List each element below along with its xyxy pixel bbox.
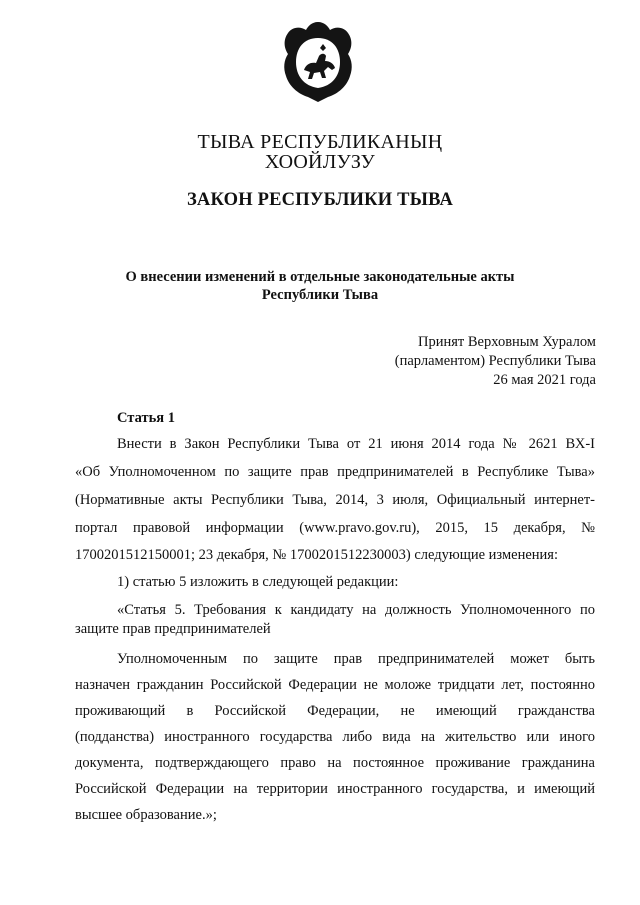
law-title: ЗАКОН РЕСПУБЛИКИ ТЫВА	[186, 190, 454, 210]
body-line: «Статья 5. Требования к кандидату на должность Уполномоченного по	[117, 602, 595, 618]
adoption-line-2: (парламентом) Республики Тыва	[394, 353, 596, 369]
body-line: (Нормативные акты Республики Тыва, 2014, 3 июля, Официальный интернет-	[75, 492, 595, 508]
body-line: назначен гражданин Российской Федерации не моложе тридцати лет, постоянно	[75, 677, 595, 693]
body-line: защите прав предпринимателей	[75, 621, 271, 637]
body-line: Уполномоченным по защите прав предпринимателей может быть	[117, 651, 595, 667]
body-line: высшее образование.»;	[75, 807, 217, 823]
body-line: проживающий в Российской Федерации, не имеющий гражданства	[75, 703, 595, 719]
body-line: 1) статью 5 изложить в следующей редакции:	[117, 574, 399, 590]
article-heading: Статья 1	[117, 410, 175, 426]
law-subject-line-1: О внесении изменений в отдельные законодательные акты	[125, 269, 515, 285]
parliament-name-line-1: ТЫВА РЕСПУБЛИКАНЫҢ	[197, 131, 443, 153]
body-line: «Об Уполномоченном по защите прав предпринимателей в Республике Тыва»	[75, 464, 595, 480]
parliament-name-line-2: ХООЙЛУЗУ	[264, 151, 376, 173]
body-line: документа, подтверждающего право на постоянное проживание гражданина	[75, 755, 595, 771]
body-line: портал правовой информации (www.pravo.gov.ru), 2015, 15 декабря, №	[75, 520, 595, 536]
adoption-line-1: Принят Верховным Хуралом	[418, 334, 596, 350]
body-line: 1700201512150001; 23 декабря, № 1700201512230003) следующие изменения:	[75, 547, 558, 563]
body-line: Российской Федерации на территории иностранного государства, и имеющий	[75, 781, 595, 797]
law-subject-line-2: Республики Тыва	[261, 287, 379, 303]
body-line: Внести в Закон Республики Тыва от 21 июня 2014 года № 2621 ВХ-I	[117, 436, 595, 452]
tuva-coat-of-arms-icon	[278, 18, 358, 104]
body-line: (подданства) иностранного государства либо вида на жительство или иного	[75, 729, 595, 745]
adoption-date: 26 мая 2021 года	[493, 372, 596, 388]
